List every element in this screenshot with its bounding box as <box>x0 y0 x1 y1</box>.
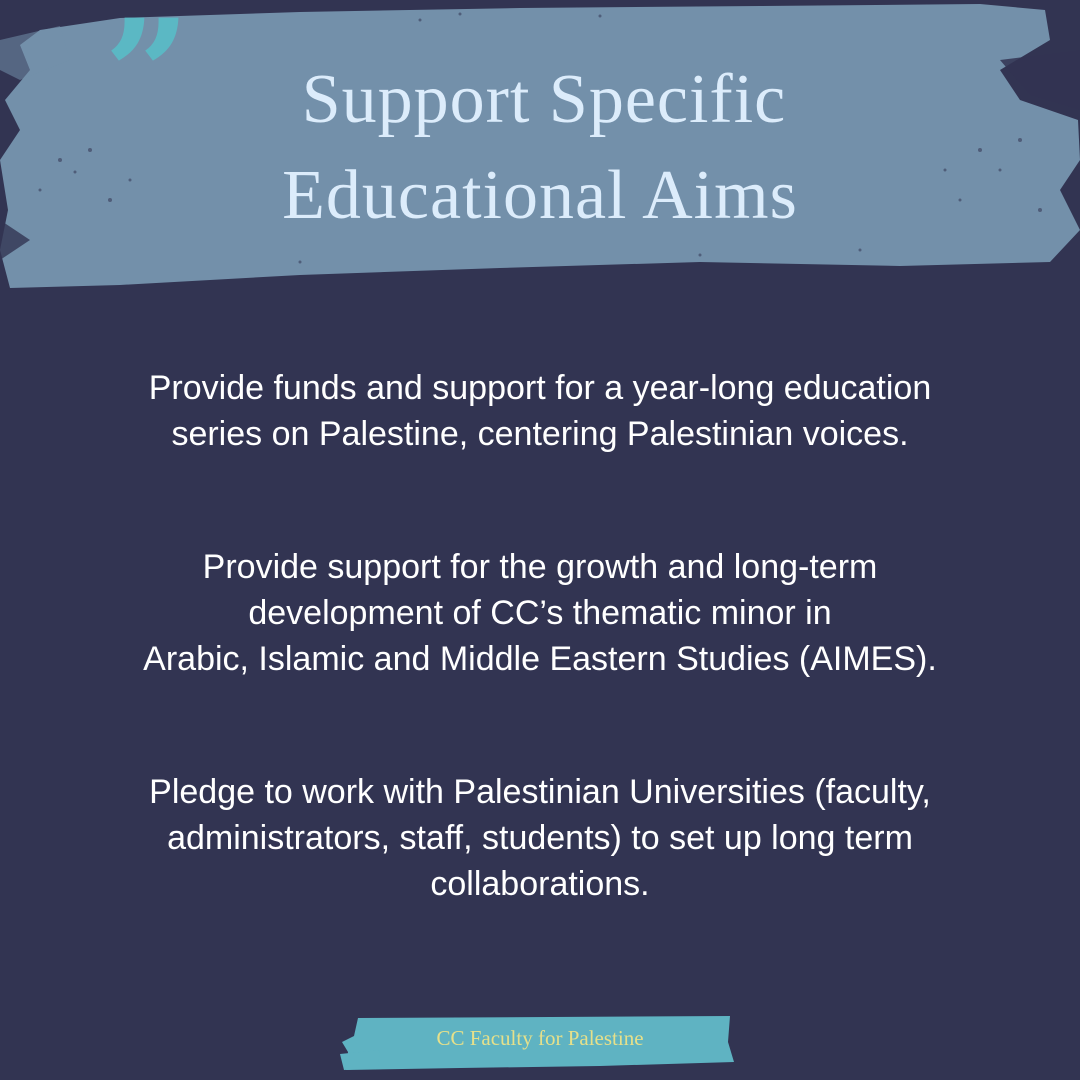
aim-1-line-2: series on Palestine, centering Palestinian voices. <box>171 414 909 453</box>
aim-3-line-3: collaborations. <box>430 864 650 903</box>
aim-2-line-2: development of CC’s thematic minor in <box>248 593 832 632</box>
page-title <box>0 52 1080 244</box>
aim-paragraph-2 <box>40 545 1040 683</box>
aim-1-line-1: Provide funds and support for a year-long education <box>148 369 932 407</box>
aim-3-line-2: administrators, staff, students) to set up long term <box>167 818 913 857</box>
aim-2-line-3: Arabic, Islamic and Middle Eastern Studies (AIMES). <box>143 639 937 678</box>
aim-2-line-1: Provide support for the growth and long-term <box>202 548 878 586</box>
footer-label: CC Faculty for Palestine <box>436 1026 644 1050</box>
title-line-1: Support Specific <box>301 61 787 138</box>
aim-paragraph-3 <box>40 770 1040 908</box>
title-line-2: Educational Aims <box>282 156 798 234</box>
aim-paragraph-1 <box>40 366 1040 458</box>
aim-3-line-1: Pledge to work with Palestinian Universities (faculty, <box>149 773 931 811</box>
double-quote-icon: ” <box>104 0 191 163</box>
